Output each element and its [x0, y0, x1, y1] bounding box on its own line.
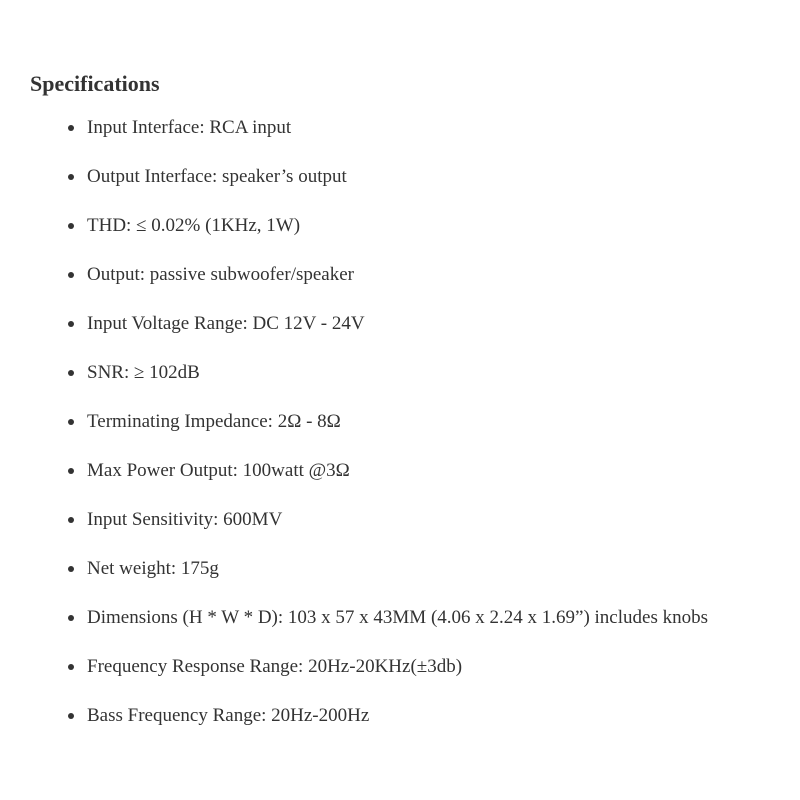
bullet-icon [68, 272, 74, 278]
section-heading: Specifications [30, 71, 160, 96]
spec-item-snr [0, 359, 800, 408]
spec-item-frequency-response [0, 653, 800, 702]
bullet-icon [68, 713, 74, 719]
spec-item-net-weight [0, 555, 800, 604]
spec-item-bass-frequency [0, 702, 800, 751]
bullet-icon [68, 566, 74, 572]
spec-item-input-interface [0, 114, 800, 163]
spec-text: Max Power Output: 100watt @3Ω [87, 460, 350, 481]
spec-item-input-sensitivity [0, 506, 800, 555]
bullet-icon [68, 517, 74, 523]
spec-text: Terminating Impedance: 2Ω - 8Ω [87, 411, 341, 432]
spec-item-output-interface [0, 163, 800, 212]
spec-list [0, 114, 800, 751]
spec-text: Net weight: 175g [87, 558, 219, 579]
spec-text: Output Interface: speaker’s output [87, 166, 347, 187]
spec-item-input-voltage [0, 310, 800, 359]
bullet-icon [68, 468, 74, 474]
spec-item-thd [0, 212, 800, 261]
spec-item-max-power [0, 457, 800, 506]
bullet-icon [68, 370, 74, 376]
spec-text: Input Sensitivity: 600MV [87, 509, 283, 530]
spec-text: Input Voltage Range: DC 12V - 24V [87, 313, 365, 334]
bullet-icon [68, 615, 74, 621]
bullet-icon [68, 321, 74, 327]
spec-text: Output: passive subwoofer/speaker [87, 264, 354, 285]
bullet-icon [68, 419, 74, 425]
bullet-icon [68, 125, 74, 131]
bullet-icon [68, 664, 74, 670]
spec-text: Bass Frequency Range: 20Hz-200Hz [87, 705, 370, 726]
spec-item-dimensions [0, 604, 800, 653]
spec-text: Frequency Response Range: 20Hz-20KHz(±3db) [87, 656, 463, 677]
spec-text: THD: ≤ 0.02% (1KHz, 1W) [87, 215, 301, 236]
bullet-icon [68, 174, 74, 180]
spec-item-impedance [0, 408, 800, 457]
bullet-icon [68, 223, 74, 229]
spec-text: Input Interface: RCA input [87, 117, 292, 138]
spec-item-output [0, 261, 800, 310]
spec-text: Dimensions (H * W * D): 103 x 57 x 43MM (4.06 x 2.24 x 1.69”) includes knobs [87, 607, 708, 628]
spec-text: SNR: ≥ 102dB [87, 362, 200, 383]
